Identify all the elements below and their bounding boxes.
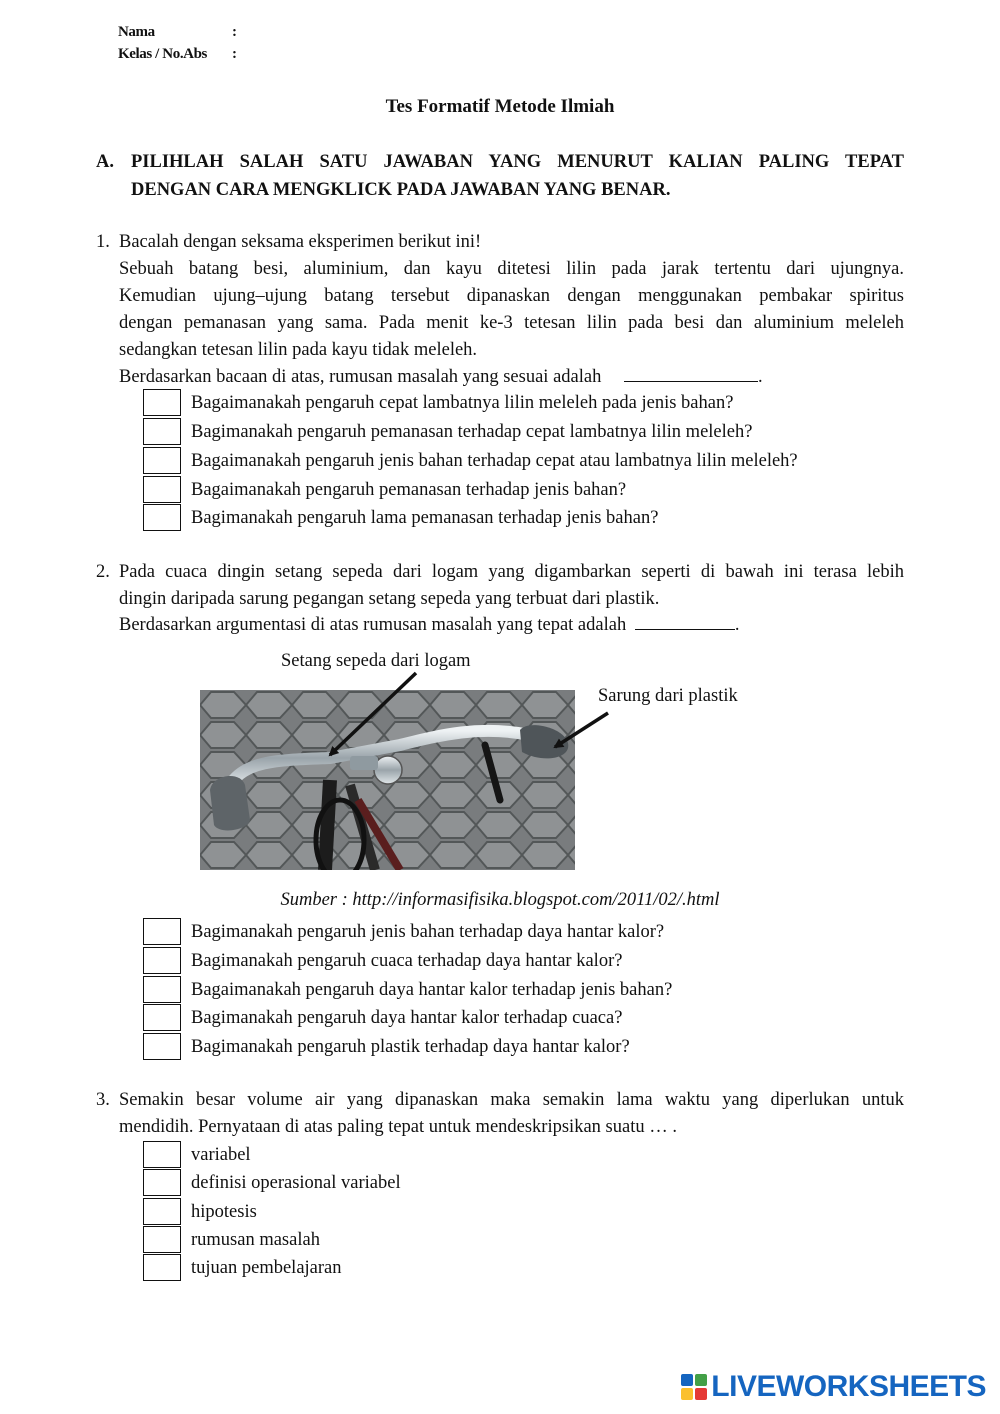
q3-option-label[interactable]: tujuan pembelajaran	[191, 1258, 342, 1278]
label-metal-handlebar: Setang sepeda dari logam	[281, 651, 471, 671]
q2-option-checkbox[interactable]	[143, 918, 181, 945]
name-colon: :	[232, 24, 237, 40]
label-plastic-grip: Sarung dari plastik	[598, 686, 738, 706]
arrow-to-plastic-grip	[555, 713, 608, 747]
q2-option-label[interactable]: Bagimanakah pengaruh jenis bahan terhadap daya hantar kalor?	[191, 922, 665, 942]
q2-option-checkbox[interactable]	[143, 1033, 181, 1060]
q2-text-line2: dingin daripada sarung pegangan setang sepeda yang terbuat dari plastik.	[119, 589, 660, 609]
q2-option-checkbox[interactable]	[143, 1004, 181, 1031]
logo-text: LIVEWORKSHEETS	[711, 1370, 986, 1403]
q1-intro: Bacalah dengan seksama eksperimen berikut ini!	[119, 232, 482, 252]
q2-option-label[interactable]: Bagimanakah pengaruh cuaca terhadap daya hantar kalor?	[191, 951, 623, 971]
q2-option-label[interactable]: Bagimanakah pengaruh daya hantar kalor terhadap cuaca?	[191, 1008, 623, 1028]
liveworksheets-logo[interactable]	[681, 1370, 986, 1404]
q2-prompt-text: Berdasarkan argumentasi di atas rumusan masalah yang tepat adalah	[119, 615, 627, 635]
class-label: Kelas / No.Abs	[118, 46, 207, 62]
logo-squares-icon	[681, 1374, 707, 1400]
q3-option-checkbox[interactable]	[143, 1198, 181, 1225]
q3-option-label[interactable]: rumusan masalah	[191, 1230, 320, 1250]
q1-option-label[interactable]: Bagaimanakah pengaruh cepat lambatnya lilin meleleh pada jenis bahan?	[191, 393, 734, 413]
section-letter: A.	[96, 152, 114, 172]
image-source-caption: Sumber : http://informasifisika.blogspot.com/2011/02/.html	[280, 890, 720, 910]
logo-square-green	[695, 1374, 707, 1386]
q1-option-label[interactable]: Bagaimanakah pengaruh pemanasan terhadap jenis bahan?	[191, 480, 627, 500]
q1-prompt-end: .	[757, 367, 763, 387]
q2-option-label[interactable]: Bagimanakah pengaruh plastik terhadap daya hantar kalor?	[191, 1037, 630, 1057]
logo-square-blue	[681, 1374, 693, 1386]
q2-option-label[interactable]: Bagaimanakah pengaruh daya hantar kalor terhadap jenis bahan?	[191, 980, 673, 1000]
q3-option-label[interactable]: hipotesis	[191, 1202, 257, 1222]
q3-option-label[interactable]: definisi operasional variabel	[191, 1173, 401, 1193]
q1-option-label[interactable]: Bagaimanakah pengaruh jenis bahan terhadap cepat atau lambatnya lilin meleleh?	[191, 451, 798, 471]
q3-option-checkbox[interactable]	[143, 1254, 181, 1281]
q3-text-line1: Semakin besar volume air yang dipanaskan maka semakin lama waktu yang diperlukan untuk	[119, 1090, 904, 1110]
q3-option-label[interactable]: variabel	[191, 1145, 251, 1165]
q3-number: 3.	[96, 1090, 110, 1110]
section-instruction-line1: PILIHLAH SALAH SATU JAWABAN YANG MENURUT KALIAN PALING TEPAT	[131, 152, 904, 172]
q3-option-checkbox[interactable]	[143, 1169, 181, 1196]
q1-prompt-text: Berdasarkan bacaan di atas, rumusan masalah yang sesuai adalah	[119, 367, 602, 387]
q1-paragraph-line: Kemudian ujung–ujung batang tersebut dipanaskan dengan menggunakan pembakar spiritus	[119, 286, 904, 306]
q1-option-label[interactable]: Bagimanakah pengaruh pemanasan terhadap cepat lambatnya lilin meleleh?	[191, 422, 753, 442]
q3-option-checkbox[interactable]	[143, 1141, 181, 1168]
logo-square-yellow	[681, 1388, 693, 1400]
q2-option-checkbox[interactable]	[143, 976, 181, 1003]
name-label: Nama	[118, 24, 155, 40]
q2-number: 2.	[96, 562, 110, 582]
logo-square-red	[695, 1388, 707, 1400]
worksheet-title: Tes Formatif Metode Ilmiah	[385, 96, 615, 117]
arrow-to-metal-handlebar	[330, 673, 416, 755]
q3-option-checkbox[interactable]	[143, 1226, 181, 1253]
q3-text-line2: mendidih. Pernyataan di atas paling tepat untuk mendeskripsikan suatu … .	[119, 1117, 677, 1137]
q2-option-checkbox[interactable]	[143, 947, 181, 974]
section-instruction-line2: DENGAN CARA MENGKLICK PADA JAWABAN YANG BENAR.	[131, 180, 671, 200]
q1-paragraph-line: dengan pemanasan yang sama. Pada menit ke-3 tetesan lilin pada besi dan aluminium meleleh	[119, 313, 904, 333]
class-colon: :	[232, 46, 237, 62]
q1-paragraph-line: sedangkan tetesan lilin pada kayu tidak meleleh.	[119, 340, 478, 360]
q2-text-line1: Pada cuaca dingin setang sepeda dari logam yang digambarkan seperti di bawah ini terasa lebih	[119, 562, 904, 582]
q1-paragraph-line: Sebuah batang besi, aluminium, dan kayu ditetesi lilin pada jarak tertentu dari ujungnya.	[119, 259, 904, 279]
q2-prompt-end: .	[734, 615, 740, 635]
q1-number: 1.	[96, 232, 110, 252]
q1-option-label[interactable]: Bagimanakah pengaruh lama pemanasan terhadap jenis bahan?	[191, 508, 659, 528]
